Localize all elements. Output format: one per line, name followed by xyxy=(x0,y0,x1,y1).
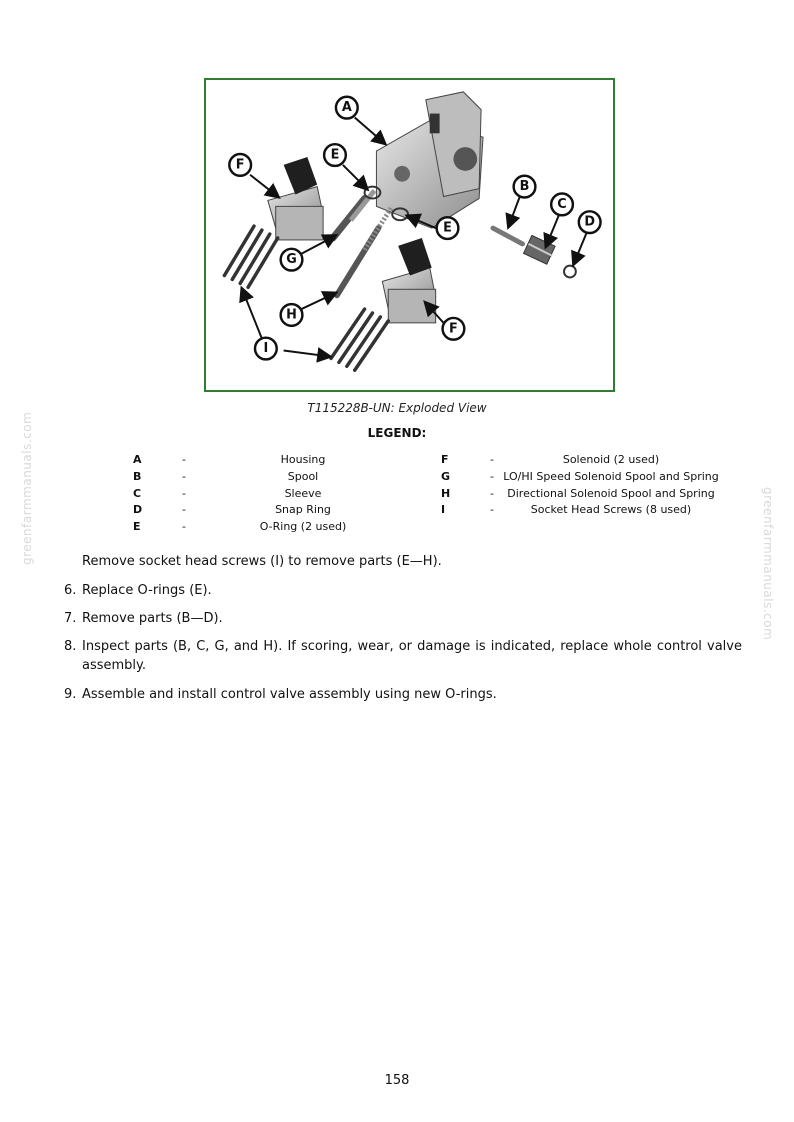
procedure-step xyxy=(64,581,742,600)
legend-key: G xyxy=(441,470,451,483)
solenoid-right-part xyxy=(382,238,435,323)
legend-text: Spool xyxy=(287,470,319,483)
procedure-step xyxy=(64,609,742,628)
callout-e-lower xyxy=(437,217,459,239)
step-text: Replace O-rings (E). xyxy=(82,583,212,598)
callout-f-left xyxy=(229,154,251,176)
svg-text:G: G xyxy=(286,252,297,268)
step-text: Remove socket head screws (I) to remove parts (E—H). xyxy=(82,554,442,569)
legend-dash: - xyxy=(182,487,186,500)
callout-e-upper xyxy=(324,144,346,166)
legend-text: Solenoid (2 used) xyxy=(562,453,660,466)
svg-text:H: H xyxy=(286,307,297,323)
step-number: 8. xyxy=(64,639,77,654)
legend-entry xyxy=(441,469,741,485)
svg-text:D: D xyxy=(584,214,596,230)
legend-text: O-Ring (2 used) xyxy=(259,520,347,533)
callout-d xyxy=(579,211,601,233)
svg-text:C: C xyxy=(557,196,567,212)
legend-text: Socket Head Screws (8 used) xyxy=(530,503,692,516)
screws-left-group xyxy=(224,226,277,287)
legend-dash: - xyxy=(490,503,494,516)
step-text: Inspect parts (B, C, G, and H). If scoring, wear, or damage is indicated, replace whole control valve assembly. xyxy=(82,639,742,673)
legend-key: B xyxy=(133,470,142,483)
callout-g xyxy=(281,249,303,271)
svg-text:B: B xyxy=(519,179,530,195)
legend-dash: - xyxy=(182,470,186,483)
procedure-step xyxy=(64,637,742,675)
legend-text: LO/HI Speed Solenoid Spool and Spring xyxy=(503,470,719,483)
exploded-view-illustration xyxy=(206,80,613,390)
legend-entry xyxy=(441,502,741,518)
legend-dash: - xyxy=(490,487,494,500)
watermark-right: greenfarmmanuals.com xyxy=(761,487,775,641)
legend-entry xyxy=(133,519,393,535)
legend-entry xyxy=(133,486,393,502)
svg-text:E: E xyxy=(443,220,452,236)
svg-text:F: F xyxy=(235,157,245,173)
figure-caption: T115228B-UN: Exploded View xyxy=(307,401,487,415)
callout-f-right xyxy=(443,318,465,340)
sleeve-c-part xyxy=(524,235,556,264)
legend-entry xyxy=(133,502,393,518)
legend-entry xyxy=(441,486,741,502)
legend-dash: - xyxy=(182,503,186,516)
legend-dash: - xyxy=(490,453,494,466)
legend-entry xyxy=(133,452,393,468)
legend-key: H xyxy=(441,487,451,500)
legend-key: C xyxy=(133,487,142,500)
step-text: Assemble and install control valve assembly using new O-rings. xyxy=(82,687,497,702)
page-number: 158 xyxy=(384,1073,410,1088)
legend-dash: - xyxy=(182,520,186,533)
svg-text:F: F xyxy=(449,321,458,337)
legend-entry xyxy=(133,469,393,485)
legend-text: Sleeve xyxy=(284,487,322,500)
legend-key: I xyxy=(441,503,446,516)
legend-dash: - xyxy=(182,453,186,466)
exploded-view-figure xyxy=(204,78,615,392)
callout-i xyxy=(255,338,277,360)
legend-dash: - xyxy=(490,470,494,483)
watermark-left: greenfarmmanuals.com xyxy=(20,411,34,565)
procedure-step xyxy=(64,685,742,704)
callout-b xyxy=(514,176,536,198)
legend-key: A xyxy=(133,453,142,466)
legend-text: Directional Solenoid Spool and Spring xyxy=(507,487,715,500)
legend-text: Snap Ring xyxy=(275,503,331,516)
callout-c xyxy=(551,194,573,216)
step-text: Remove parts (B—D). xyxy=(82,611,223,626)
svg-text:A: A xyxy=(341,100,352,116)
legend-key: E xyxy=(133,520,141,533)
legend-key: F xyxy=(441,453,449,466)
step-number: 9. xyxy=(64,687,77,702)
screws-right-group xyxy=(331,309,388,370)
callout-a xyxy=(336,97,358,119)
svg-text:E: E xyxy=(330,147,340,163)
legend-key: D xyxy=(133,503,143,516)
step-number: 7. xyxy=(64,611,77,626)
legend-title: LEGEND: xyxy=(367,426,427,440)
legend-text: Housing xyxy=(280,453,326,466)
spool-b-part xyxy=(493,228,523,244)
legend-entry xyxy=(441,452,741,468)
procedure-step xyxy=(64,552,742,571)
housing-part xyxy=(376,92,483,228)
snap-ring-d-part xyxy=(564,266,576,278)
callout-h xyxy=(281,304,303,326)
step-number: 6. xyxy=(64,583,77,598)
svg-text:I: I xyxy=(263,341,269,357)
solenoid-left-part xyxy=(268,157,323,240)
